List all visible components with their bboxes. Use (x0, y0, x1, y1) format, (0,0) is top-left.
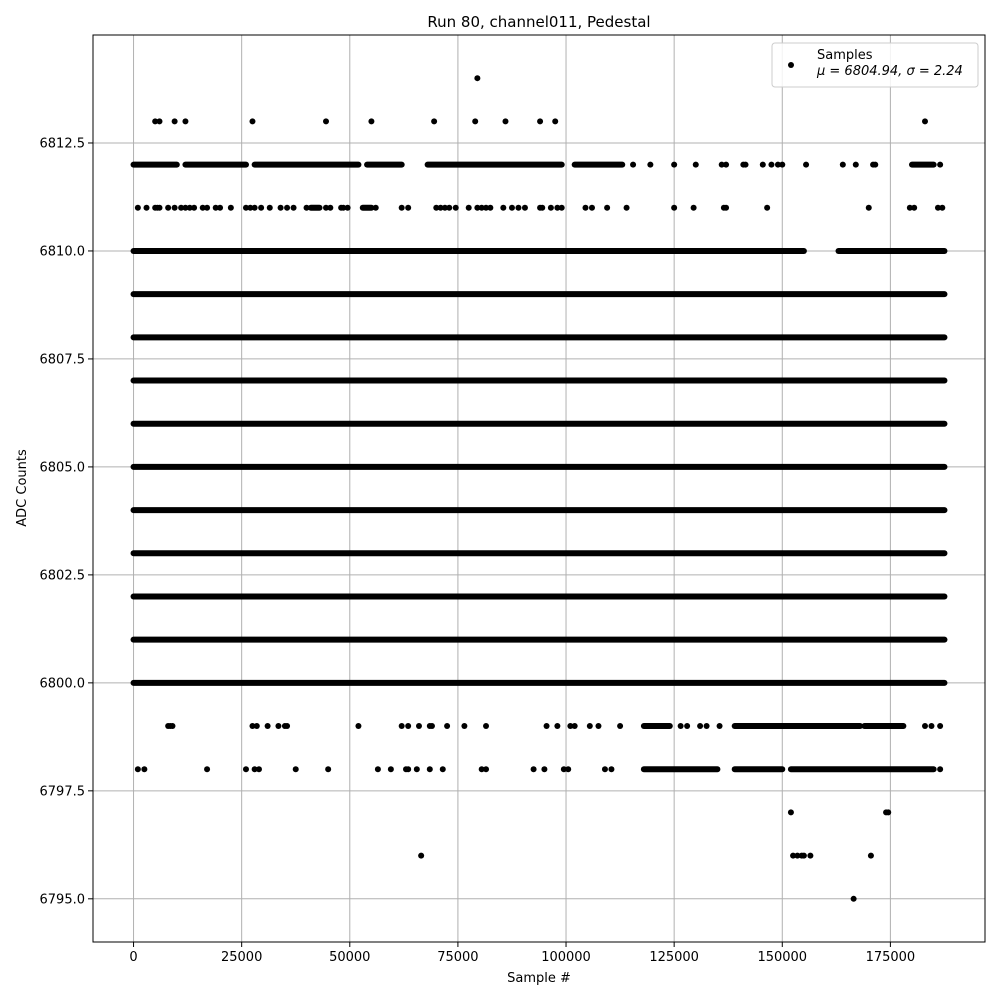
data-point (429, 723, 435, 729)
data-point (922, 118, 928, 124)
data-point (537, 118, 543, 124)
data-point (522, 205, 528, 211)
data-point (552, 118, 558, 124)
data-point (405, 723, 411, 729)
data-point (595, 723, 601, 729)
data-point (541, 766, 547, 772)
data-point (697, 723, 703, 729)
data-point (156, 118, 162, 124)
data-point (444, 723, 450, 729)
data-point (446, 205, 452, 211)
data-point (872, 162, 878, 168)
data-point (851, 896, 857, 902)
data-point (284, 723, 290, 729)
data-point (182, 118, 188, 124)
data-point (587, 723, 593, 729)
data-point (768, 162, 774, 168)
data-point (779, 162, 785, 168)
legend-series-name: Samples (817, 48, 873, 63)
data-point (604, 205, 610, 211)
data-point (928, 723, 934, 729)
x-tick-label: 150000 (757, 950, 808, 965)
data-point (388, 766, 394, 772)
data-point (559, 205, 565, 211)
data-point (743, 162, 749, 168)
x-tick-label: 125000 (649, 950, 699, 965)
data-point (293, 766, 299, 772)
data-point (671, 162, 677, 168)
data-point (373, 205, 379, 211)
data-point (204, 205, 210, 211)
data-point (204, 766, 210, 772)
data-point (256, 766, 262, 772)
data-point (502, 118, 508, 124)
data-point (684, 723, 690, 729)
data-point (608, 766, 614, 772)
data-point (267, 205, 273, 211)
data-point (539, 205, 545, 211)
data-point (617, 723, 623, 729)
data-point (399, 205, 405, 211)
data-point (801, 853, 807, 859)
data-point (483, 723, 489, 729)
data-point (323, 118, 329, 124)
data-point (141, 766, 147, 772)
data-point (243, 766, 249, 772)
data-point (760, 162, 766, 168)
data-point (278, 205, 284, 211)
data-point (414, 766, 420, 772)
data-point (630, 162, 636, 168)
data-point (284, 205, 290, 211)
data-point (678, 723, 684, 729)
data-point (885, 809, 891, 815)
data-point (474, 75, 480, 81)
data-point (258, 205, 264, 211)
chart-title: Run 80, channel011, Pedestal (427, 13, 651, 31)
data-point (472, 118, 478, 124)
data-point (807, 853, 813, 859)
data-point (937, 723, 943, 729)
data-point (466, 205, 472, 211)
x-tick-label: 0 (129, 950, 138, 965)
data-point (135, 766, 141, 772)
data-point (405, 766, 411, 772)
data-point (853, 162, 859, 168)
data-point (624, 205, 630, 211)
x-tick-label: 75000 (437, 950, 479, 965)
data-point (355, 723, 361, 729)
data-point (840, 162, 846, 168)
data-point (375, 766, 381, 772)
legend-marker (788, 62, 794, 68)
data-point (144, 205, 150, 211)
y-tick-label: 6807.5 (39, 352, 85, 368)
data-point (265, 723, 271, 729)
data-point (416, 723, 422, 729)
data-point (764, 205, 770, 211)
data-point (572, 723, 578, 729)
data-point (228, 205, 234, 211)
data-point (191, 205, 197, 211)
data-point (717, 723, 723, 729)
data-point (548, 205, 554, 211)
data-point (937, 766, 943, 772)
data-point (483, 766, 489, 772)
data-point (172, 205, 178, 211)
y-tick-label: 6795.0 (39, 892, 85, 908)
plot-area (93, 35, 985, 942)
data-point (440, 766, 446, 772)
data-point (399, 723, 405, 729)
data-point (509, 205, 515, 211)
data-point (217, 205, 223, 211)
y-tick-label: 6810.0 (39, 244, 85, 260)
data-point (500, 205, 506, 211)
data-point (431, 118, 437, 124)
data-point (427, 766, 433, 772)
data-point (788, 809, 794, 815)
data-point (487, 205, 493, 211)
data-point (911, 205, 917, 211)
data-point (405, 205, 411, 211)
data-point (165, 205, 171, 211)
x-tick-label: 175000 (865, 950, 916, 965)
data-point (693, 162, 699, 168)
data-point (922, 723, 928, 729)
y-tick-label: 6797.5 (39, 784, 85, 800)
data-point (515, 205, 521, 211)
data-point (803, 162, 809, 168)
data-point (249, 118, 255, 124)
data-point (704, 723, 710, 729)
data-point (325, 766, 331, 772)
data-point (345, 205, 351, 211)
y-axis-label: ADC Counts (15, 449, 30, 527)
data-point (531, 766, 537, 772)
data-point (418, 853, 424, 859)
data-point (671, 205, 677, 211)
data-point (461, 723, 467, 729)
data-point (582, 205, 588, 211)
data-point (304, 205, 310, 211)
data-point (589, 205, 595, 211)
legend-stats: μ = 6804.94, σ = 2.24 (817, 64, 963, 79)
data-point (647, 162, 653, 168)
data-point (453, 205, 459, 211)
data-point (866, 205, 872, 211)
data-point (135, 205, 141, 211)
data-point (691, 205, 697, 211)
x-tick-label: 50000 (329, 950, 371, 965)
data-point (291, 205, 297, 211)
data-point (937, 162, 943, 168)
y-tick-label: 6812.5 (39, 136, 85, 152)
x-tick-label: 100000 (541, 950, 591, 965)
x-axis-label: Sample # (507, 971, 571, 986)
data-point (172, 118, 178, 124)
data-point (156, 205, 162, 211)
x-tick-label: 25000 (220, 950, 263, 965)
data-point (327, 205, 333, 211)
data-point (544, 723, 550, 729)
data-point (275, 723, 281, 729)
data-point (602, 766, 608, 772)
data-point (939, 205, 945, 211)
data-point (252, 205, 258, 211)
data-point (169, 723, 175, 729)
y-tick-label: 6805.0 (39, 460, 85, 476)
legend (772, 43, 978, 87)
data-point (554, 723, 560, 729)
data-point (565, 766, 571, 772)
data-point (254, 723, 260, 729)
y-tick-label: 6802.5 (39, 568, 85, 584)
data-point (868, 853, 874, 859)
data-point (723, 205, 729, 211)
data-point (368, 118, 374, 124)
data-point (723, 162, 729, 168)
y-tick-label: 6800.0 (39, 676, 85, 692)
